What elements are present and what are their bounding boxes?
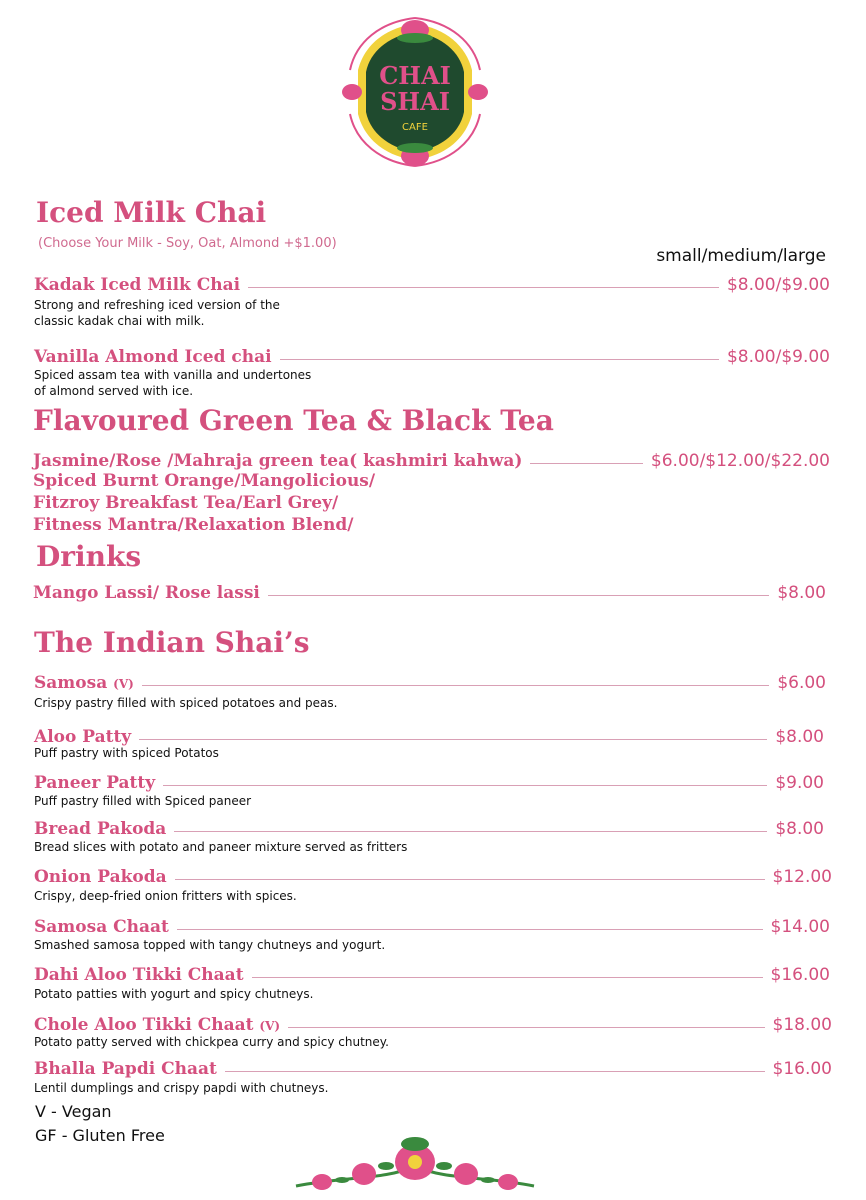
tea-line-3: Fitzroy Breakfast Tea/Earl Grey/ — [33, 493, 339, 513]
item-price: $8.00 — [775, 819, 824, 839]
item-name: Aloo Patty — [34, 727, 132, 747]
leader-line — [139, 739, 767, 740]
item-price: $8.00 — [777, 583, 826, 603]
menu-item — [34, 1058, 832, 1080]
leader-line — [142, 685, 770, 686]
item-price: $16.00 — [770, 965, 830, 985]
item-description: Puff pastry with spiced Potatos — [34, 746, 219, 760]
logo-line2: SHAI — [380, 87, 450, 116]
logo-line3: CAFE — [402, 122, 428, 133]
item-description: Potato patty served with chickpea curry and spicy chutney. — [34, 1035, 389, 1049]
item-name: Chole Aloo Tikki Chaat (V) — [34, 1015, 281, 1035]
item-price: $6.00 — [777, 673, 826, 693]
tea-line-4: Fitness Mantra/Relaxation Blend/ — [33, 515, 354, 535]
menu-item — [33, 582, 826, 604]
item-name: Bhalla Papdi Chaat — [34, 1059, 217, 1079]
size-options: small/medium/large — [656, 246, 826, 266]
item-price: $8.00/$9.00 — [726, 347, 830, 367]
menu-item — [33, 450, 830, 472]
vegan-tag: (V) — [113, 677, 134, 691]
item-description: Puff pastry filled with Spiced paneer — [34, 794, 252, 808]
item-name: Kadak Iced Milk Chai — [34, 275, 241, 295]
item-description: Strong and refreshing iced version of the classic kadak chai with milk. — [34, 298, 280, 328]
menu-item — [34, 916, 830, 938]
vegan-tag: (V) — [259, 1019, 281, 1033]
menu-item — [34, 1014, 832, 1036]
section-title-tea: Flavoured Green Tea & Black Tea — [33, 404, 554, 437]
chai-shai-logo — [336, 10, 494, 174]
item-price: $8.00 — [775, 727, 824, 747]
section-title-indian-shais: The Indian Shai’s — [34, 626, 310, 659]
logo-line1: CHAI — [379, 61, 451, 90]
menu-item — [34, 274, 830, 296]
leader-line — [288, 1027, 764, 1028]
menu-item — [34, 772, 824, 794]
item-description: Spiced assam tea with vanilla and undertones of almond served with ice. — [34, 368, 312, 398]
item-description: Smashed samosa topped with tangy chutneys and yogurt. — [34, 938, 386, 952]
section-title-iced-milk-chai: Iced Milk Chai — [36, 196, 267, 229]
leader-line — [530, 463, 642, 464]
legend-vegan: V - Vegan — [35, 1102, 112, 1121]
item-price: $12.00 — [772, 867, 832, 887]
menu-item — [34, 346, 830, 368]
tea-line-2: Spiced Burnt Orange/Mangolicious/ — [33, 471, 376, 491]
milk-options-note: (Choose Your Milk - Soy, Oat, Almond +$1.00) — [38, 236, 337, 251]
item-name: Vanilla Almond Iced chai — [34, 347, 272, 367]
item-price: $18.00 — [772, 1015, 832, 1035]
item-price: $9.00 — [775, 773, 824, 793]
item-description: Crispy, deep-fried onion fritters with spices. — [34, 889, 297, 903]
item-description: Potato patties with yogurt and spicy chutneys. — [34, 987, 314, 1001]
item-name: Mango Lassi/ Rose lassi — [33, 583, 260, 603]
item-price: $6.00/$12.00/$22.00 — [650, 451, 830, 471]
menu-item — [34, 964, 830, 986]
item-name: Samosa (V) — [34, 673, 134, 693]
section-title-drinks: Drinks — [36, 540, 142, 573]
item-name: Samosa Chaat — [34, 917, 169, 937]
item-description: Crispy pastry filled with spiced potatoes and peas. — [34, 696, 338, 710]
item-name: Bread Pakoda — [34, 819, 167, 839]
item-description: Lentil dumplings and crispy papdi with chutneys. — [34, 1081, 329, 1095]
item-price: $8.00/$9.00 — [726, 275, 830, 295]
leader-line — [252, 977, 763, 978]
item-name: Paneer Patty — [34, 773, 156, 793]
floral-footer-decoration — [286, 1136, 544, 1200]
leader-line — [248, 287, 719, 288]
leader-line — [280, 359, 719, 360]
legend-gluten-free: GF - Gluten Free — [35, 1126, 165, 1145]
menu-item — [34, 818, 824, 840]
item-name: Dahi Aloo Tikki Chaat — [34, 965, 244, 985]
leader-line — [268, 595, 769, 596]
menu-item — [34, 672, 826, 694]
item-description: Bread slices with potato and paneer mixture served as fritters — [34, 840, 408, 854]
leader-line — [225, 1071, 765, 1072]
menu-item — [34, 866, 832, 888]
leader-line — [175, 879, 765, 880]
item-name: Onion Pakoda — [34, 867, 167, 887]
leader-line — [174, 831, 767, 832]
item-price: $16.00 — [772, 1059, 832, 1079]
leader-line — [177, 929, 763, 930]
item-name: Jasmine/Rose /Mahraja green tea( kashmiri kahwa) — [33, 451, 523, 471]
item-price: $14.00 — [770, 917, 830, 937]
leader-line — [163, 785, 767, 786]
